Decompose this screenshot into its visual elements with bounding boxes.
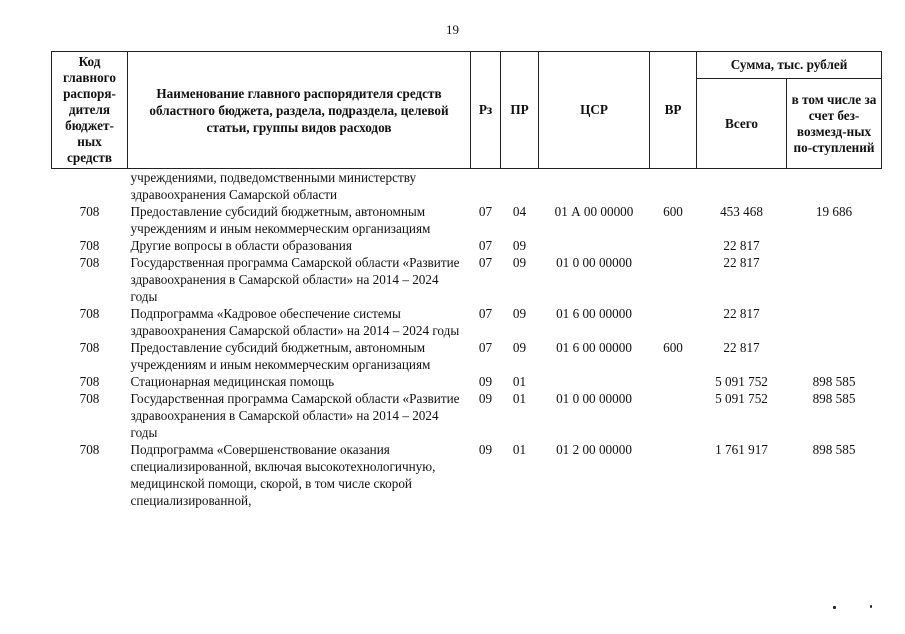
cell-code: 708 [79, 391, 100, 406]
cell-vr: 600 [663, 204, 683, 219]
table-row [52, 339, 882, 373]
cell-code: 708 [79, 442, 100, 457]
header-rz: Рз [471, 52, 501, 169]
cell-code [52, 169, 128, 204]
cell-vr: 600 [663, 340, 683, 355]
table-row [52, 254, 882, 305]
cell-rz: 09 [478, 391, 493, 406]
cell-csr [539, 237, 650, 254]
cell-vr [650, 441, 697, 509]
cell-name: Стационарная медицинская помощь [130, 374, 335, 389]
header-vr: ВР [650, 52, 697, 169]
cell-vr [650, 254, 697, 305]
table-row [52, 390, 882, 441]
cell-free [787, 339, 882, 373]
cell-name: Предоставление субсидий бюджетным, автономным учреждениям и иным некоммерческим организациям [130, 340, 431, 372]
cell-pr: 01 [512, 391, 527, 406]
cell-name: Подпрограмма «Кадровое обеспечение системы здравоохранения Самарской области» на 2014 – 2024 годы [130, 306, 460, 338]
cell-pr: 09 [512, 255, 527, 270]
cell-total: 453 468 [720, 204, 763, 219]
cell-pr: 04 [512, 204, 527, 219]
cell-total: 22 817 [723, 340, 760, 355]
cell-code: 708 [79, 374, 100, 389]
cell-csr [539, 373, 650, 390]
cell-vr [650, 373, 697, 390]
table-row [52, 169, 882, 204]
table-row [52, 203, 882, 237]
cell-code: 708 [79, 255, 100, 270]
cell-total: 22 817 [723, 238, 760, 253]
cell-total: 5 091 752 [715, 374, 768, 389]
cell-pr: 01 [512, 442, 527, 457]
cell-name: учреждениями, подведомственными министерству здравоохранения Самарской области [130, 170, 417, 202]
cell-total: 22 817 [723, 255, 760, 270]
table-body [52, 169, 882, 510]
table-row [52, 237, 882, 254]
cell-vr [650, 169, 697, 204]
cell-free [787, 305, 882, 339]
scan-speck [833, 606, 836, 609]
cell-pr: 09 [512, 306, 527, 321]
header-name: Наименование главного распорядителя средств областного бюджета, раздела, подраздела, целевой статьи, группы видов расходов [128, 52, 471, 169]
cell-pr: 09 [512, 340, 527, 355]
header-code: Код главного распоря-дителя бюджет-ных средств [52, 52, 128, 169]
page-number: 19 [446, 22, 459, 37]
cell-rz: 07 [478, 255, 493, 270]
cell-total: 5 091 752 [715, 391, 768, 406]
cell-free: 898 585 [812, 442, 856, 457]
cell-total [697, 169, 787, 204]
cell-code: 708 [79, 204, 100, 219]
cell-csr: 01 6 00 00000 [556, 340, 632, 355]
cell-name: Предоставление субсидий бюджетным, автономным учреждениям и иным некоммерческим организациям [130, 204, 431, 236]
cell-vr [650, 237, 697, 254]
cell-rz: 07 [478, 238, 493, 253]
table-row [52, 373, 882, 390]
cell-csr: 01 А 00 00000 [554, 204, 634, 219]
cell-code: 708 [79, 238, 100, 253]
cell-rz: 07 [478, 306, 493, 321]
cell-code: 708 [79, 306, 100, 321]
cell-rz: 07 [478, 340, 493, 355]
cell-free: 898 585 [812, 391, 856, 406]
cell-free [787, 169, 882, 204]
budget-table [51, 51, 882, 509]
cell-pr: 01 [512, 374, 527, 389]
cell-vr [650, 305, 697, 339]
cell-pr: 09 [512, 238, 527, 253]
cell-code: 708 [79, 340, 100, 355]
cell-rz [471, 169, 501, 204]
header-csr: ЦСР [539, 52, 650, 169]
cell-name: Государственная программа Самарской области «Развитие здравоохранения в Самарской области» на 2014 – 2024 годы [130, 255, 460, 304]
cell-csr: 01 2 00 00000 [556, 442, 632, 457]
cell-free [787, 254, 882, 305]
cell-total: 1 761 917 [715, 442, 768, 457]
table-row [52, 305, 882, 339]
header-row-top [52, 52, 882, 79]
cell-name: Подпрограмма «Совершенствование оказания специализированной, включая высокотехнологичную, медицинской помощи, скорой, в том числе скорой специализированной, [130, 442, 436, 508]
cell-rz: 09 [478, 374, 493, 389]
cell-csr: 01 0 00 00000 [556, 391, 632, 406]
cell-csr: 01 0 00 00000 [556, 255, 632, 270]
cell-free: 898 585 [812, 374, 856, 389]
header-free: в том числе за счет без-возмезд-ных по-ступлений [787, 79, 882, 169]
cell-csr: 01 6 00 00000 [556, 306, 632, 321]
scan-speck [870, 605, 872, 608]
table-row [52, 441, 882, 509]
cell-name: Другие вопросы в области образования [130, 238, 352, 253]
cell-rz: 07 [478, 204, 493, 219]
cell-vr [650, 390, 697, 441]
cell-pr [501, 169, 539, 204]
header-total: Всего [697, 79, 787, 169]
cell-free: 19 686 [815, 204, 853, 219]
cell-free [787, 237, 882, 254]
cell-rz: 09 [478, 442, 493, 457]
header-pr: ПР [501, 52, 539, 169]
header-sum: Сумма, тыс. рублей [697, 52, 882, 79]
cell-csr [539, 169, 650, 204]
cell-name: Государственная программа Самарской области «Развитие здравоохранения в Самарской области» на 2014 – 2024 годы [130, 391, 460, 440]
cell-total: 22 817 [723, 306, 760, 321]
